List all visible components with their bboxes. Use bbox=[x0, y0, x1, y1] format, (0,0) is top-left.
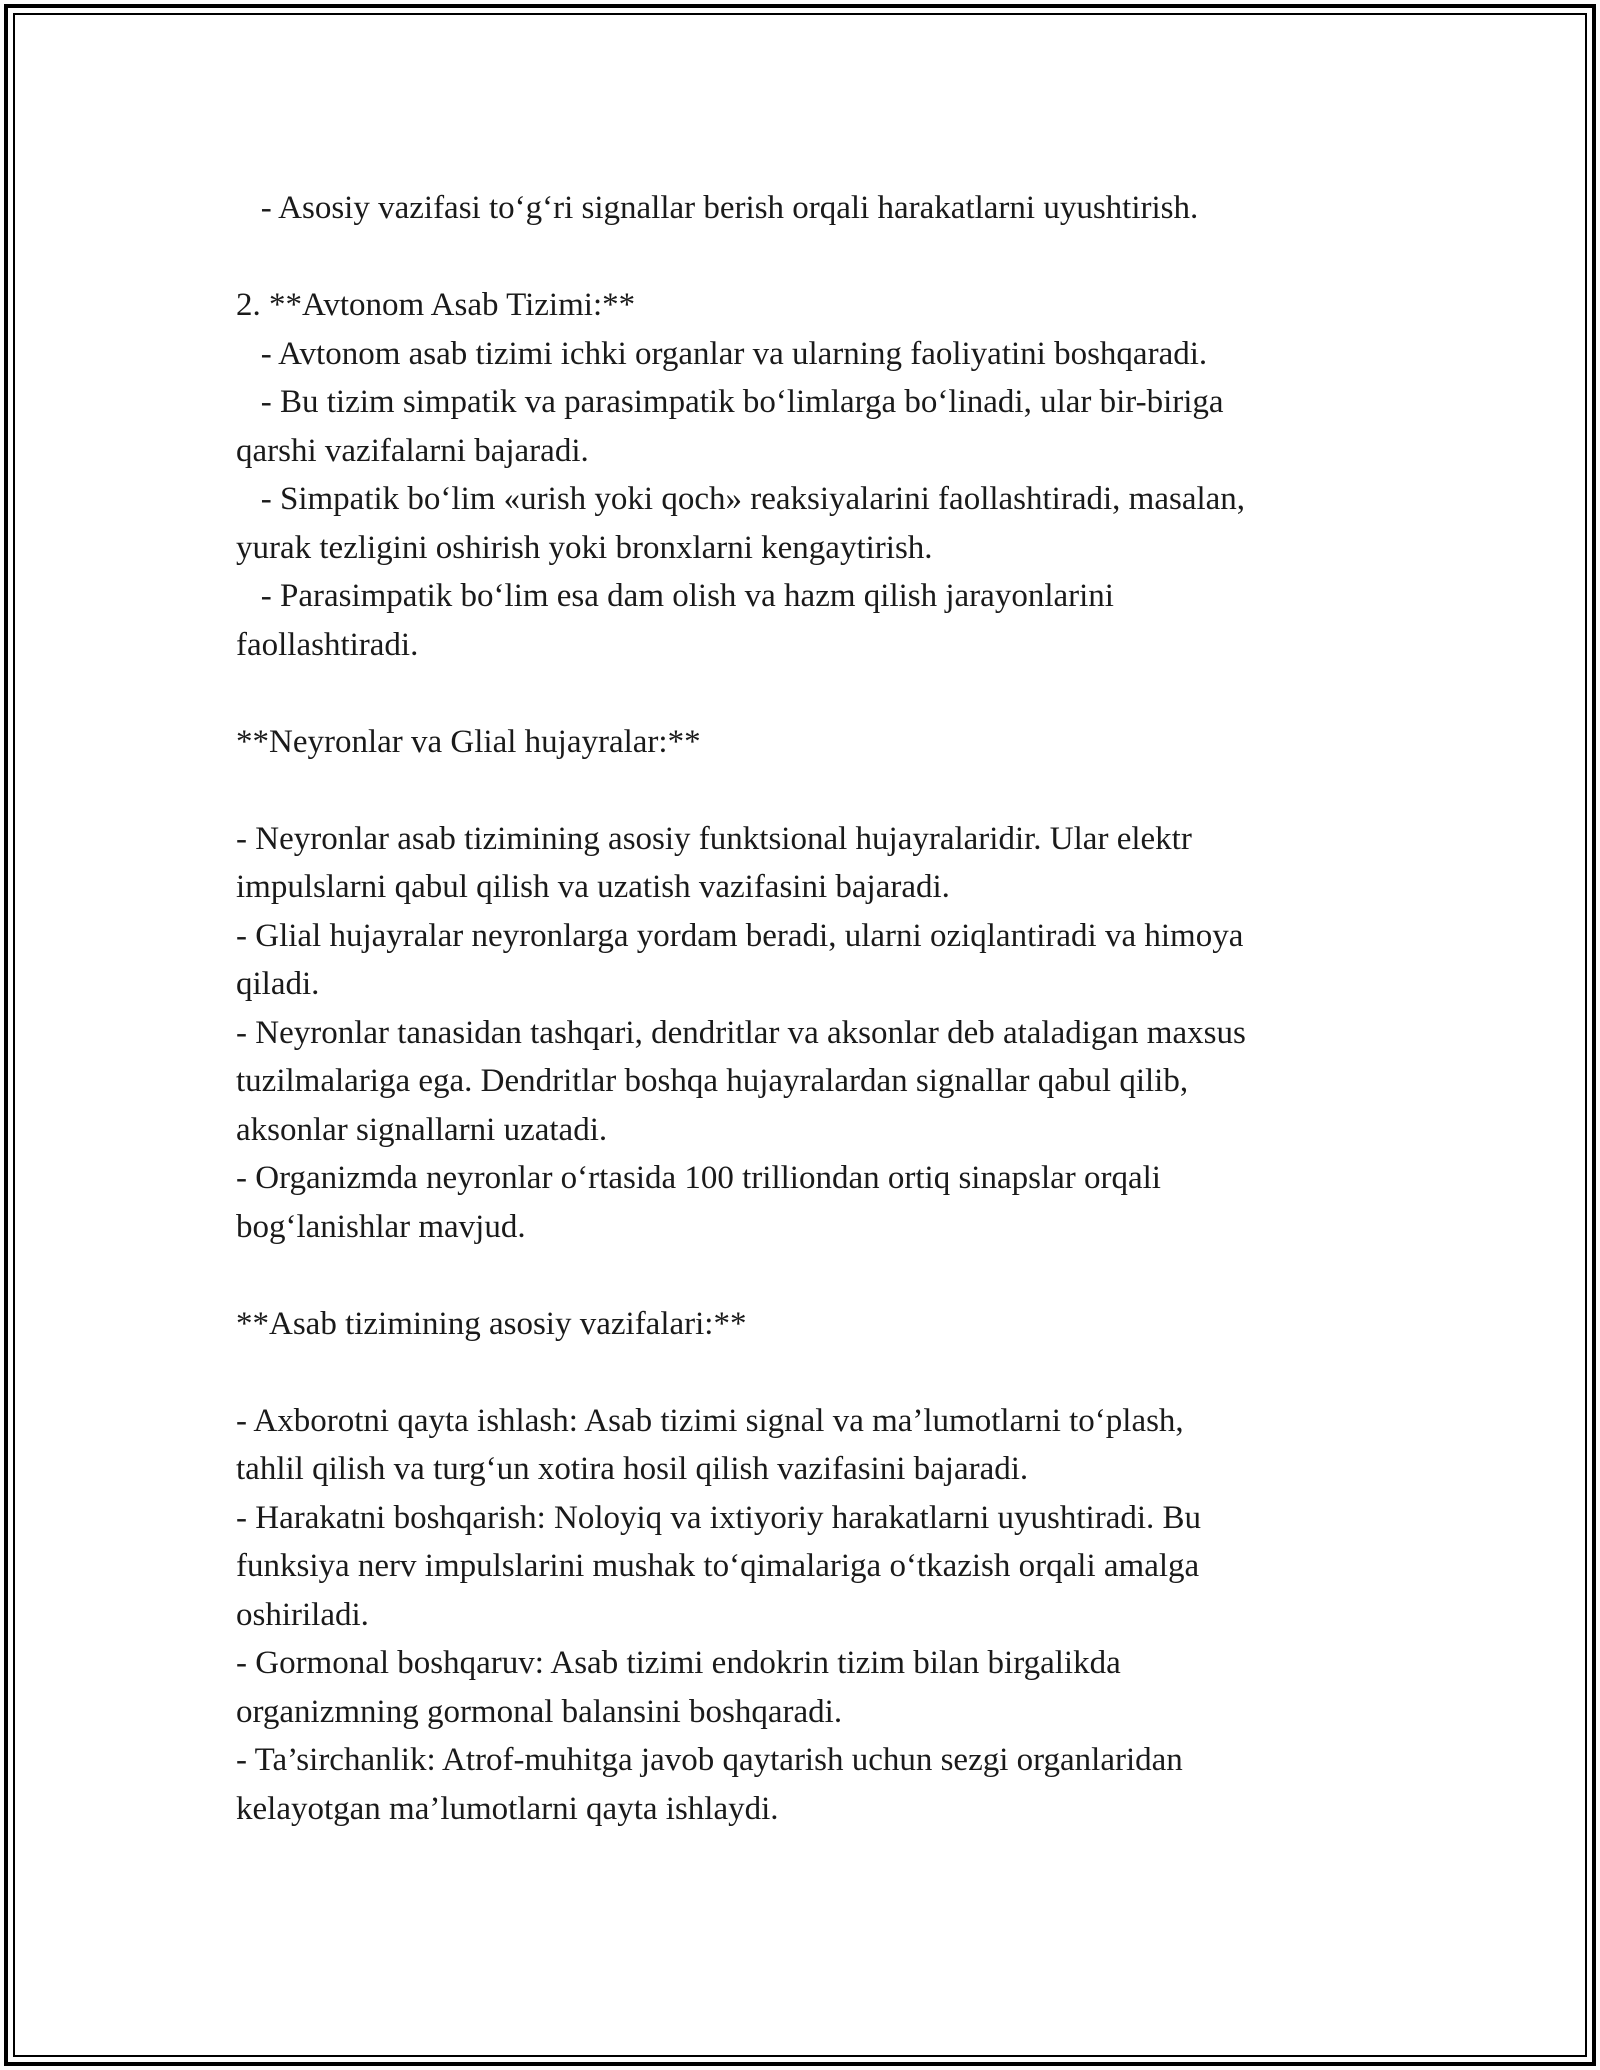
text-line: faollashtiradi. bbox=[236, 626, 419, 663]
text-line: - Axborotni qayta ishlash: Asab tizimi signal va ma’lumotlarni to‘plash, bbox=[236, 1402, 1184, 1439]
text-line: organizmning gormonal balansini boshqaradi. bbox=[236, 1693, 843, 1730]
text-line: - Neyronlar asab tizimining asosiy funktsional hujayralaridir. Ular elektr bbox=[236, 820, 1192, 857]
text-line: - Avtonom asab tizimi ichki organlar va ularning faoliyatini boshqaradi. bbox=[236, 335, 1208, 372]
text-line: tuzilmalariga ega. Dendritlar boshqa hujayralardan signallar qabul qilib, bbox=[236, 1063, 1189, 1099]
blank-line bbox=[236, 1251, 1376, 1300]
blank-line bbox=[236, 233, 1376, 282]
text-line: - Parasimpatik bo‘lim esa dam olish va hazm qilish jarayonlarini bbox=[236, 578, 1114, 614]
text-line: - Ta’sirchanlik: Atrof-muhitga javob qaytarish uchun sezgi organlaridan bbox=[236, 1742, 1183, 1778]
blank-line bbox=[236, 766, 1376, 815]
text-line: qiladi. bbox=[236, 966, 320, 1002]
text-line: - Bu tizim simpatik va parasimpatik bo‘limlarga bo‘linadi, ular bir-biriga bbox=[236, 384, 1224, 420]
text-line: qarshi vazifalarni bajaradi. bbox=[236, 432, 589, 469]
blank-line bbox=[236, 1348, 1376, 1397]
text-line: oshiriladi. bbox=[236, 1596, 369, 1633]
text-line: - Asosiy vazifasi to‘g‘ri signallar berish orqali harakatlarni uyushtirish. bbox=[236, 190, 1199, 226]
text-line: 2. **Avtonom Asab Tizimi:** bbox=[236, 287, 636, 323]
text-line: **Asab tizimining asosiy vazifalari:** bbox=[236, 1305, 747, 1342]
blank-line bbox=[236, 669, 1376, 718]
text-line: - Glial hujayralar neyronlarga yordam beradi, ularni oziqlantiradi va himoya bbox=[236, 917, 1244, 954]
text-line: kelayotgan ma’lumotlarni qayta ishlaydi. bbox=[236, 1790, 779, 1827]
text-line: tahlil qilish va turg‘un xotira hosil qilish vazifasini bajaradi. bbox=[236, 1451, 1029, 1487]
text-line: bog‘lanishlar mavjud. bbox=[236, 1208, 526, 1245]
text-line: funksiya nerv impulslarini mushak to‘qimalariga o‘tkazish orqali amalga bbox=[236, 1548, 1200, 1584]
text-line: - Gormonal boshqaruv: Asab tizimi endokrin tizim bilan birgalikda bbox=[236, 1645, 1121, 1681]
text-line: - Harakatni boshqarish: Noloyiq va ixtiyoriy harakatlarni uyushtiradi. Bu bbox=[236, 1499, 1202, 1536]
text-line: aksonlar signallarni uzatadi. bbox=[236, 1111, 608, 1148]
text-line: - Simpatik bo‘lim «urish yoki qoch» reaksiyalarini faollashtiradi, masalan, bbox=[236, 481, 1246, 517]
document-body bbox=[236, 184, 1376, 1833]
text-line: yurak tezligini oshirish yoki bronxlarni kengaytirish. bbox=[236, 529, 933, 566]
text-line: **Neyronlar va Glial hujayralar:** bbox=[236, 723, 701, 760]
text-line: - Organizmda neyronlar o‘rtasida 100 trilliondan ortiq sinapslar orqali bbox=[236, 1160, 1161, 1196]
text-line: - Neyronlar tanasidan tashqari, dendritlar va aksonlar deb ataladigan maxsus bbox=[236, 1014, 1246, 1051]
text-line: impulslarni qabul qilish va uzatish vazifasini bajaradi. bbox=[236, 869, 950, 905]
